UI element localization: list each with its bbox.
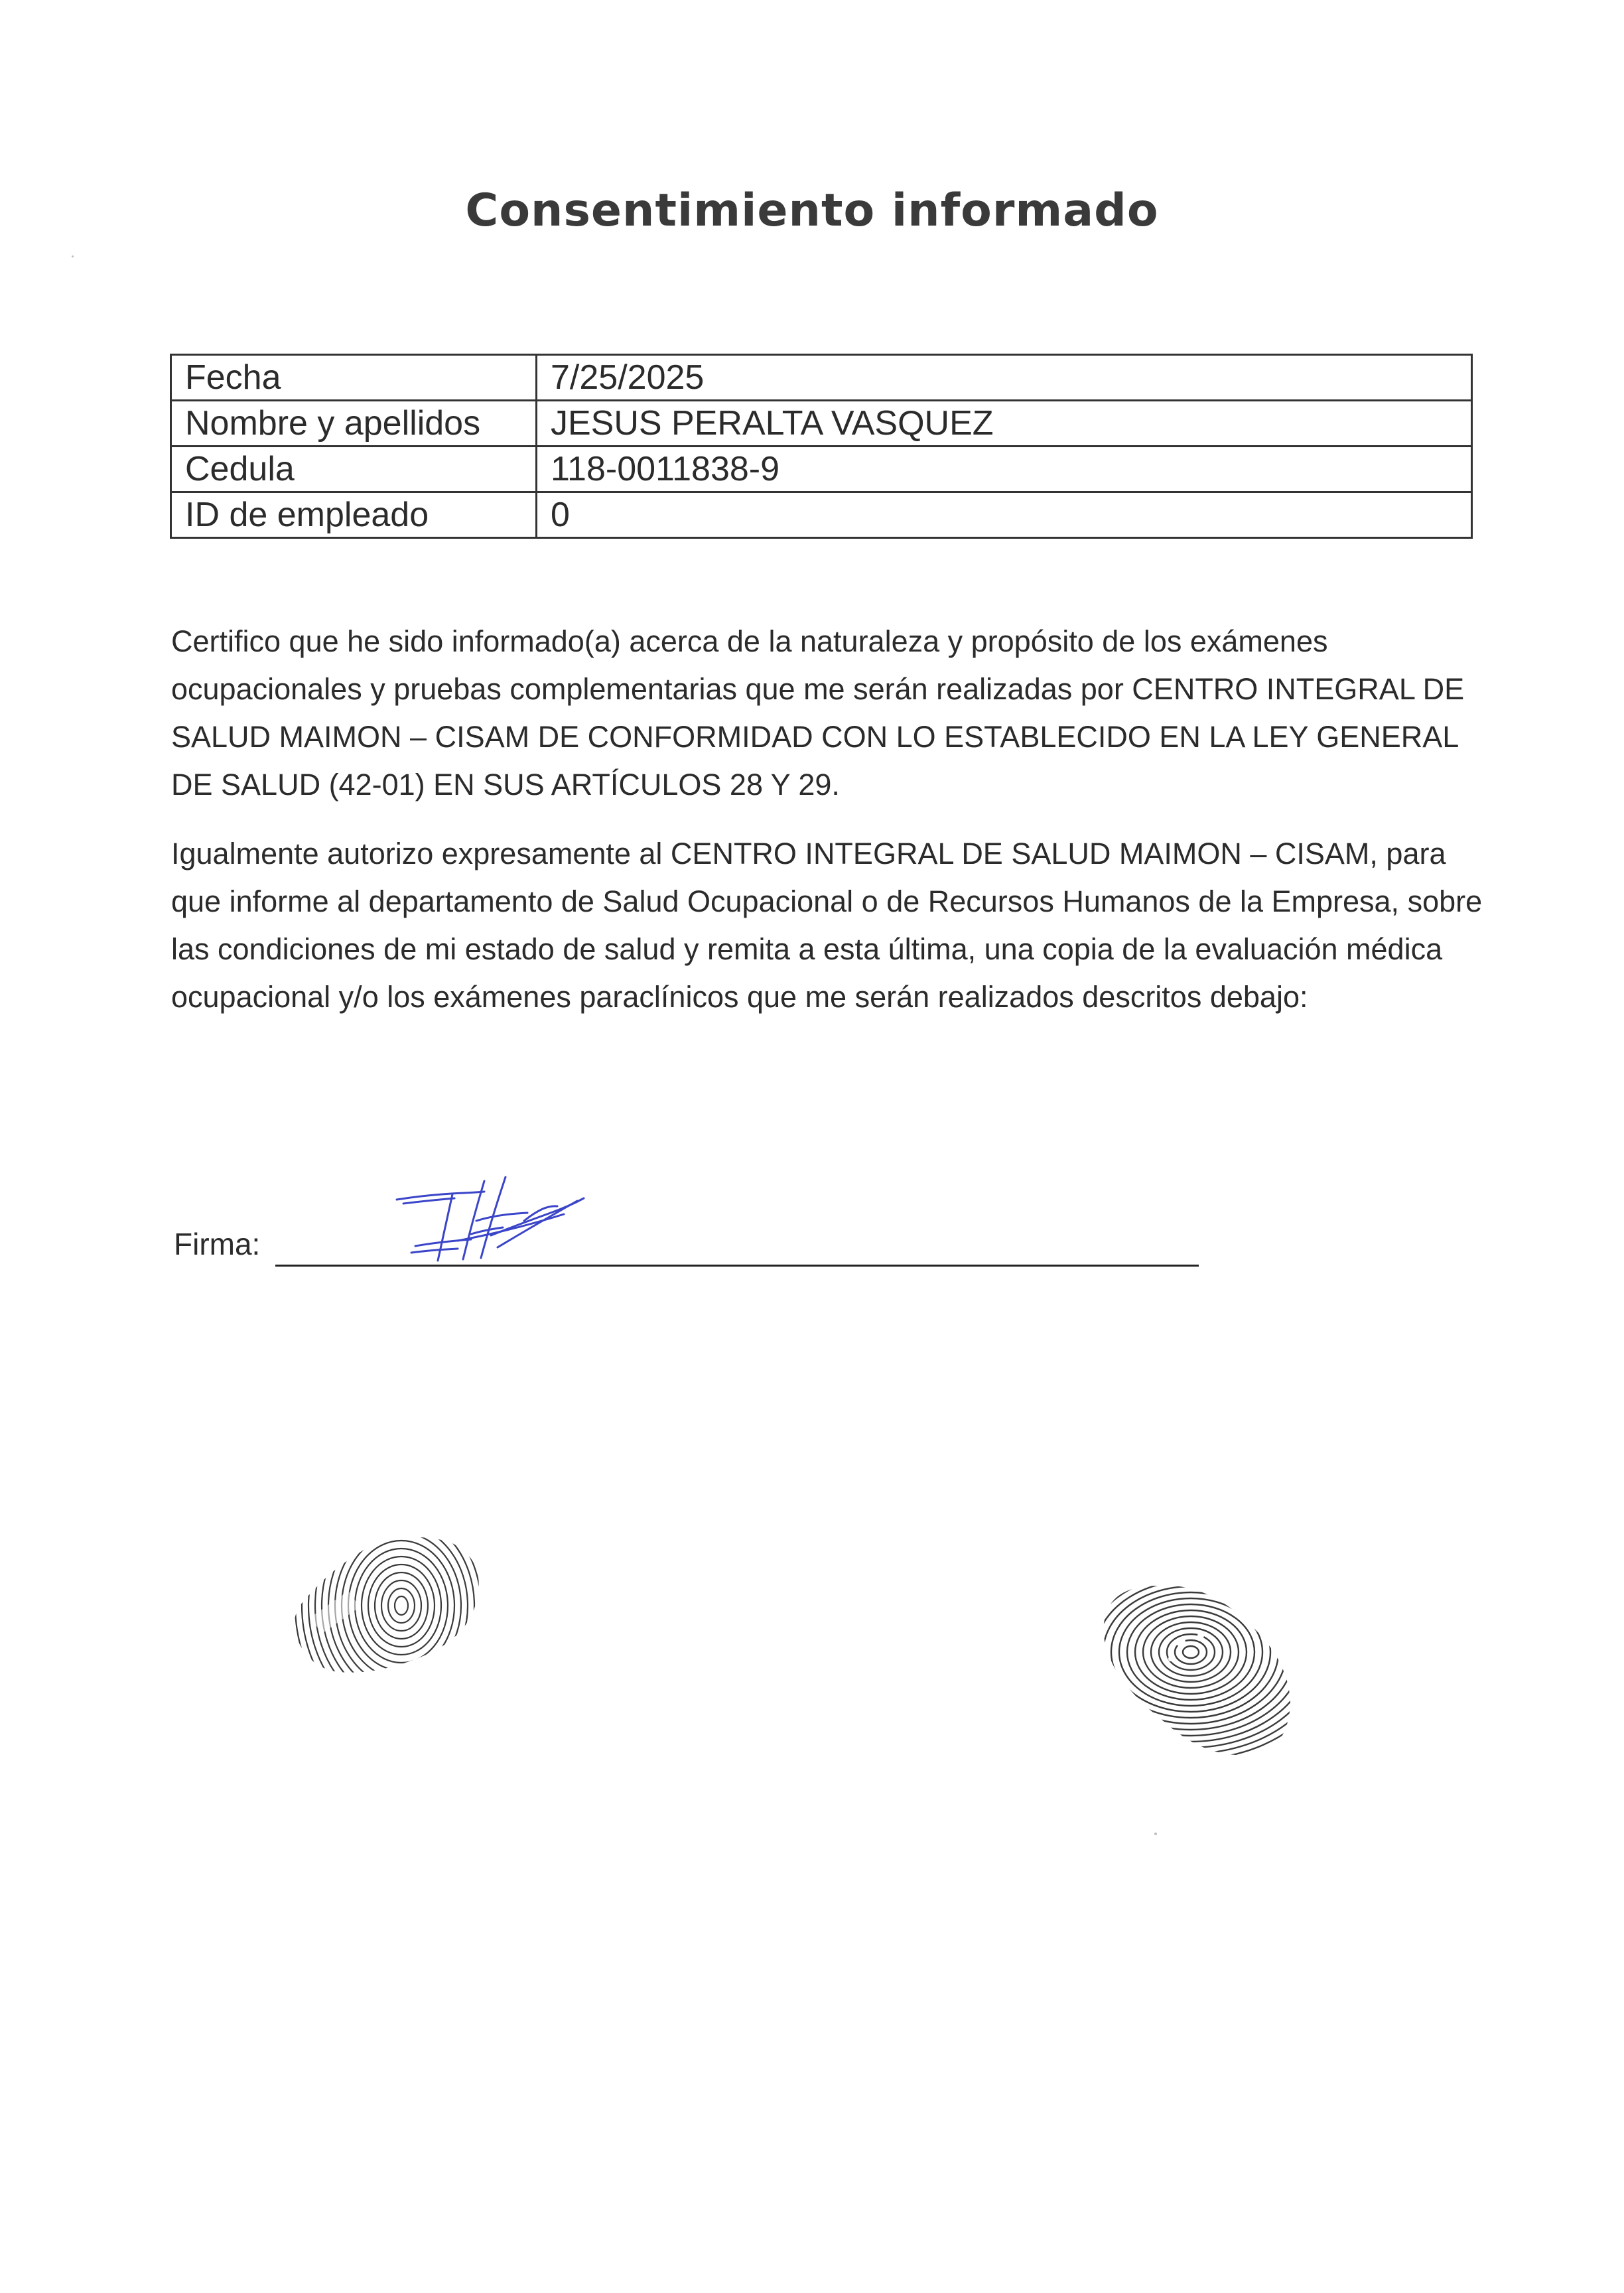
fecha-value: 7/25/2025 xyxy=(537,355,1472,401)
table-row xyxy=(171,492,1472,538)
table-row xyxy=(171,355,1472,401)
table-row xyxy=(171,401,1472,447)
scan-speck xyxy=(72,255,74,257)
employee-info-table xyxy=(170,354,1473,539)
nombre-value: JESUS PERALTA VASQUEZ xyxy=(537,401,1472,447)
handwritten-signature xyxy=(391,1174,590,1267)
certification-paragraph: Certifico que he sido informado(a) acerca de la naturaleza y propósito de los exámenes ocupacionales y pruebas complementarias que me serán realizadas por CENTRO INTEGRAL DE SALUD MAIMON – CISAM DE CONFORMIDAD CON LO ESTABLECIDO EN LA LEY GENERAL DE SALUD (42-01) EN SUS ARTÍCULOS 28 Y 29. xyxy=(171,624,1465,801)
table-row xyxy=(171,447,1472,492)
id-empleado-label: ID de empleado xyxy=(171,492,537,538)
authorization-paragraph: Igualmente autorizo expresamente al CENTRO INTEGRAL DE SALUD MAIMON – CISAM, para que informe al departamento de Salud Ocupacional o de Recursos Humanos de la Empresa, sobre las condiciones de mi estado de salud y remita a esta última, una copia de la evaluación médica ocupacional y/o los exámenes paraclínicos que me serán realizados descritos debajo: xyxy=(171,837,1483,1014)
fecha-label: Fecha xyxy=(171,355,537,401)
signature-label: Firma: xyxy=(174,1227,261,1261)
cedula-value: 118-0011838-9 xyxy=(537,447,1472,492)
cedula-label: Cedula xyxy=(171,447,537,492)
fingerprint-left xyxy=(285,1529,484,1682)
nombre-label: Nombre y apellidos xyxy=(171,401,537,447)
id-empleado-value: 0 xyxy=(537,492,1472,538)
fingerprint-right xyxy=(1091,1579,1297,1758)
document-title: Consentimiento informado xyxy=(465,184,1159,237)
scan-speck xyxy=(1154,1833,1157,1835)
